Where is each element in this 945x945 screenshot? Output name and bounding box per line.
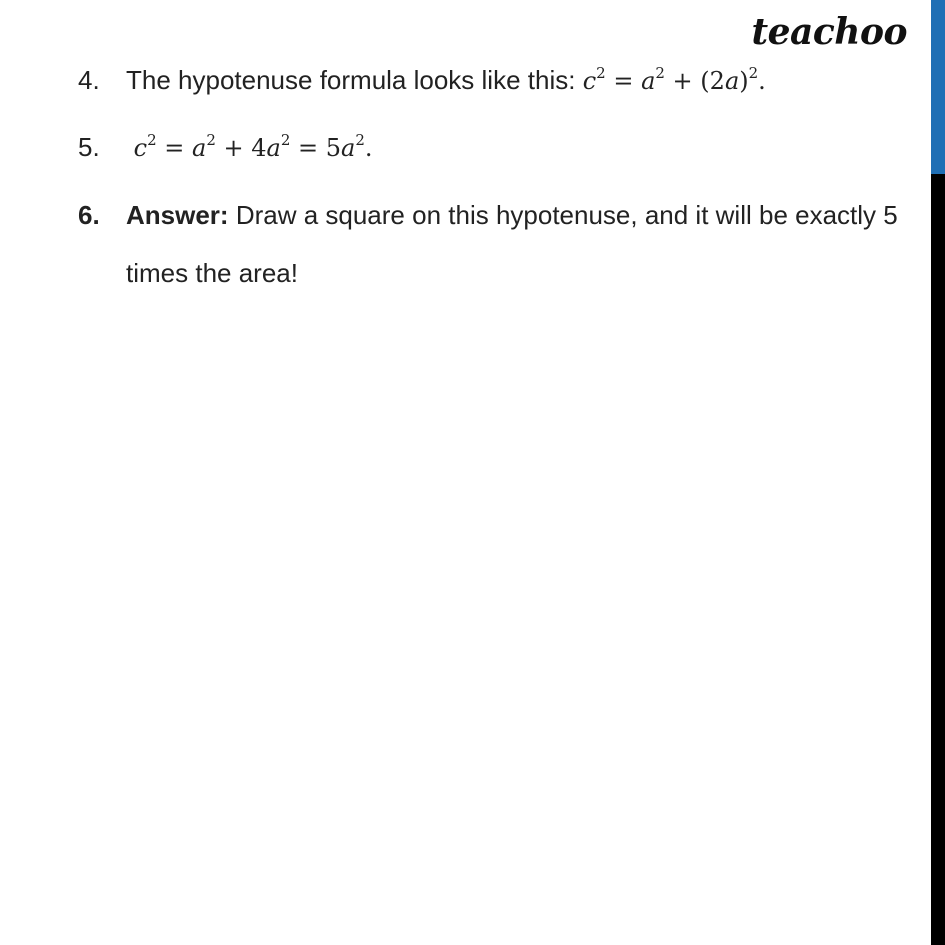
step-text [126, 58, 898, 103]
step-5 [78, 125, 898, 170]
solution-steps [78, 58, 898, 324]
step-text [126, 186, 898, 302]
step-6-answer [78, 186, 898, 302]
step-number: 6. [78, 200, 100, 230]
teachoo-logo: teachoo [751, 11, 907, 53]
step-number: 5. [78, 132, 100, 162]
answer-text: Draw a square on this hypotenuse, and it will be exactly 5 times the area! [126, 200, 898, 288]
hypotenuse-formula: $c^2 = a^2 + (2a)^2$. [582, 64, 766, 95]
answer-label: Answer: [126, 200, 229, 230]
step-number: 4. [78, 65, 100, 95]
step-4-text: The hypotenuse formula looks like this: [126, 65, 583, 95]
step-4 [78, 58, 898, 103]
simplified-formula: $c^2 = a^2 + 4a^2 = 5a^2$. [133, 131, 373, 162]
step-text [126, 125, 898, 170]
right-sidebar-accent [931, 0, 945, 174]
